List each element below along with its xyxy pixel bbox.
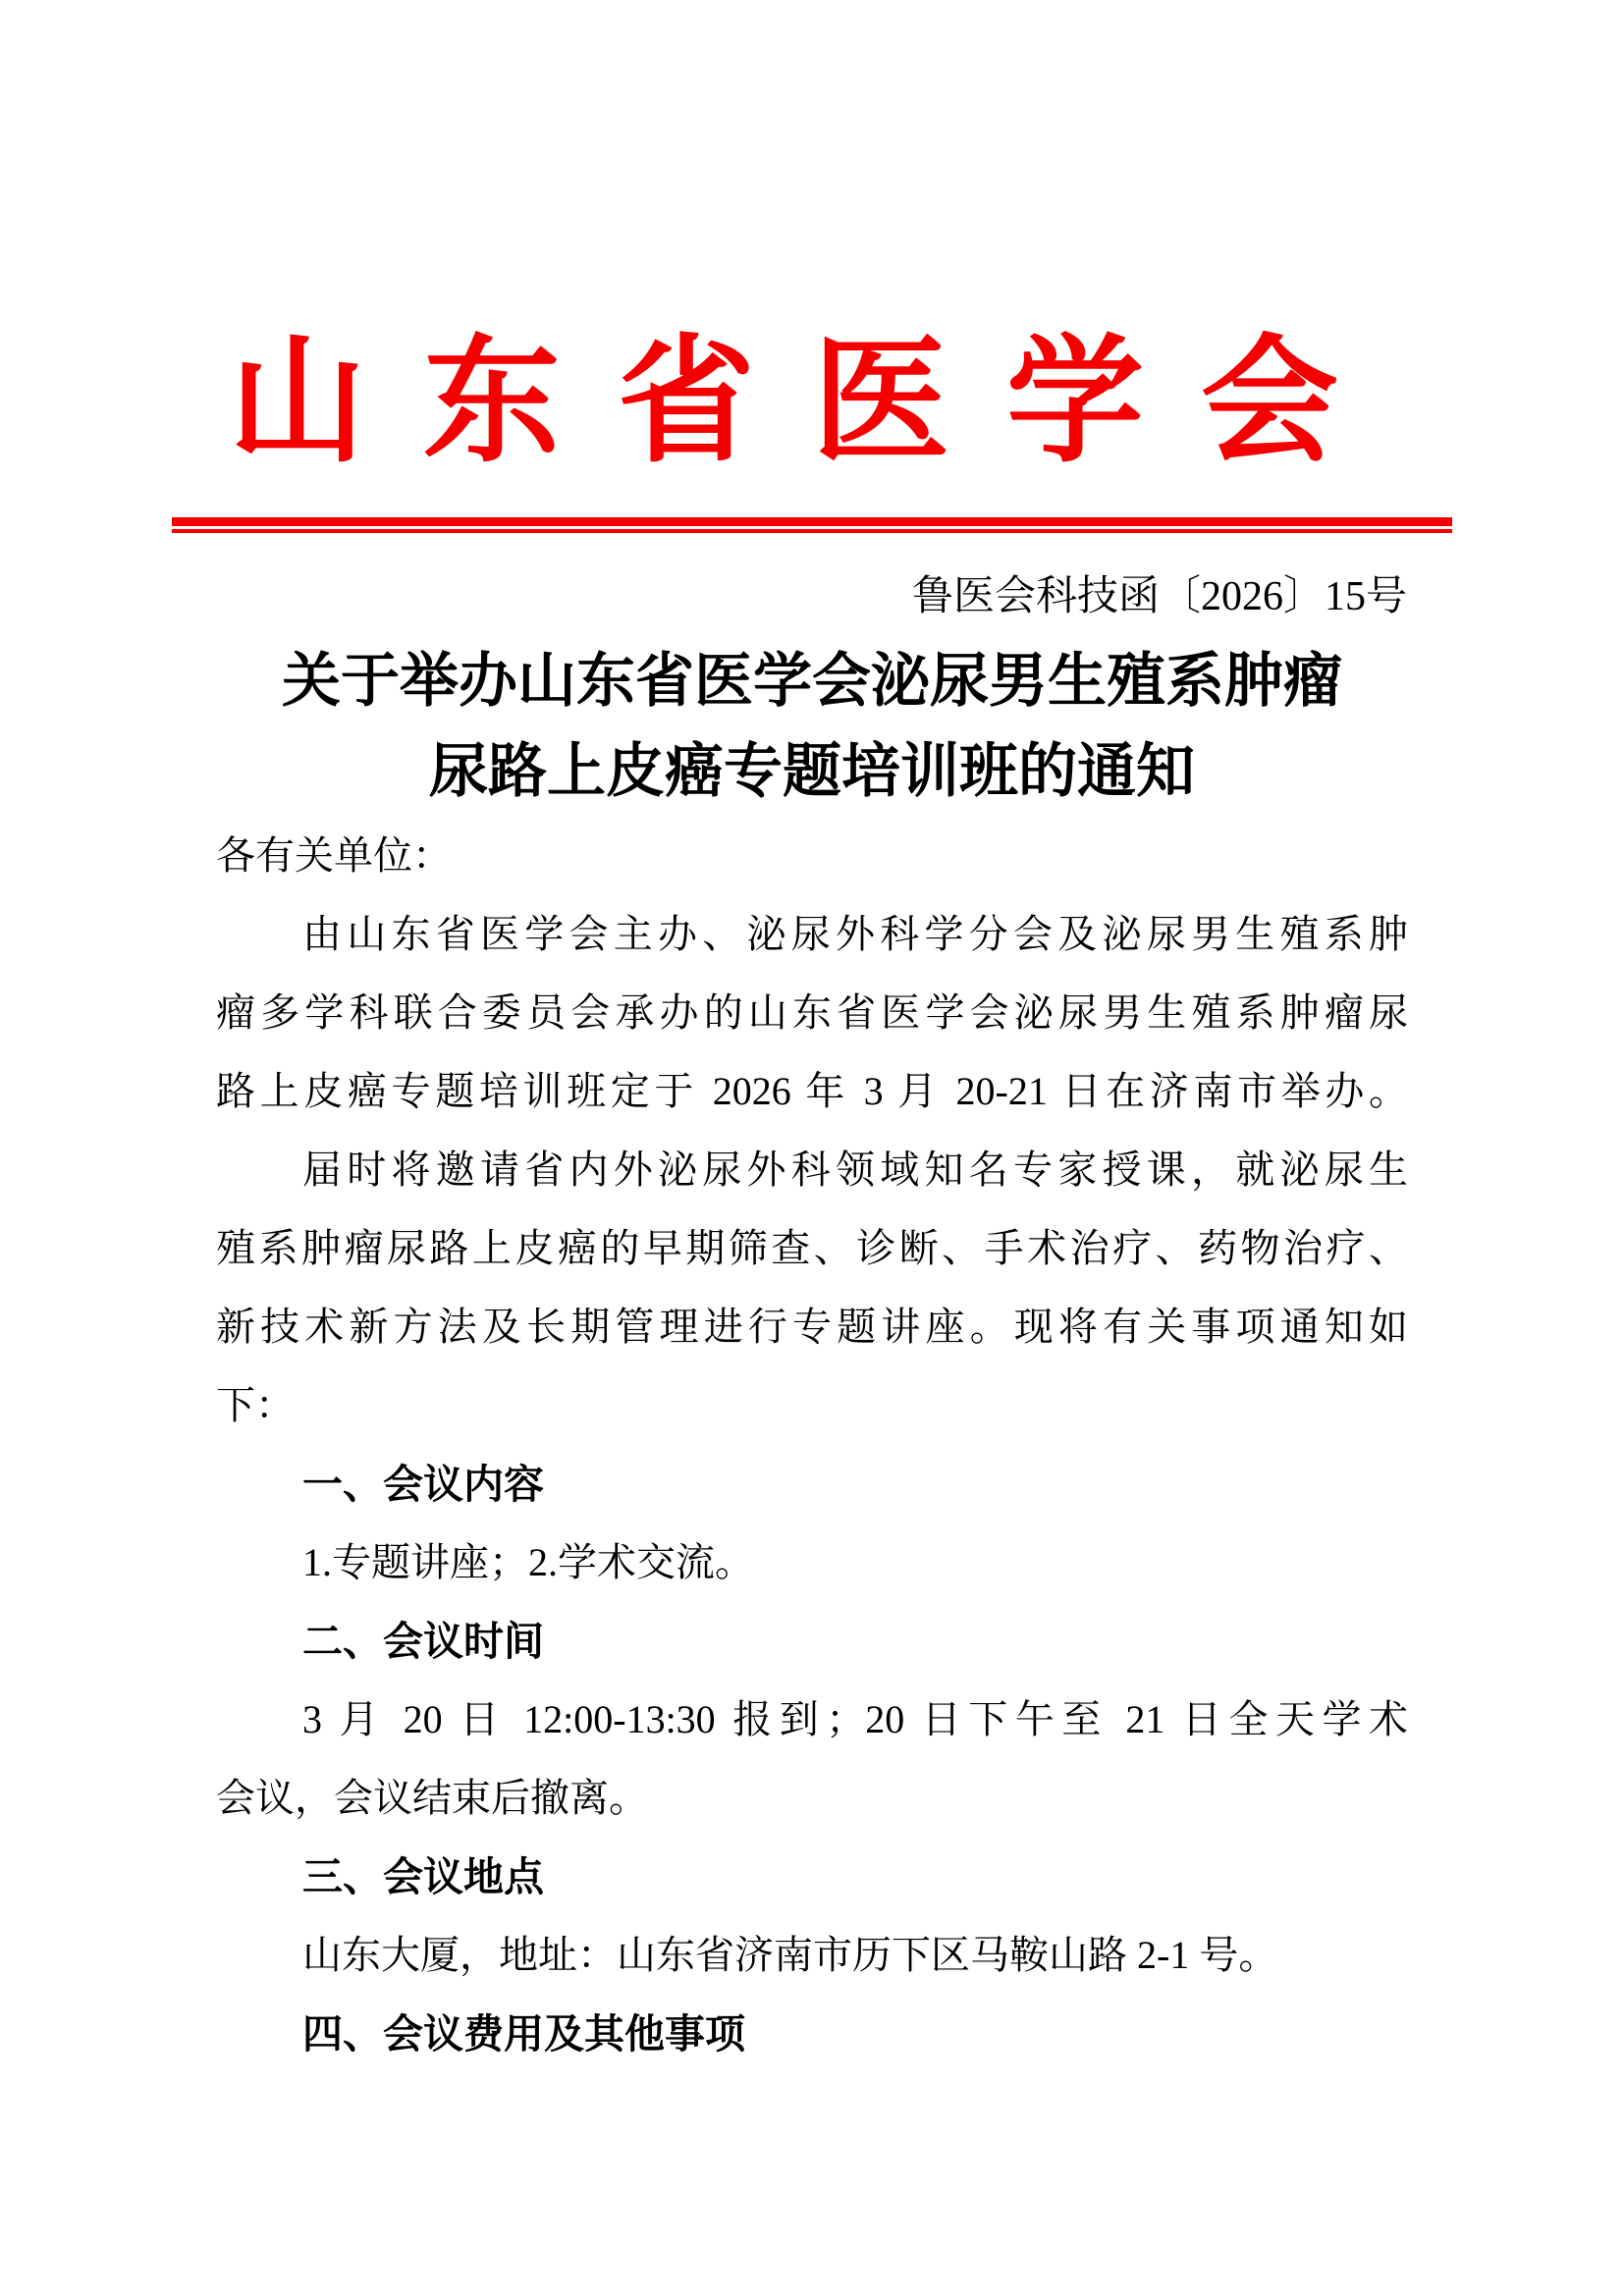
- document-title: [0, 636, 1624, 817]
- paragraph-line: 1.专题讲座；2.学术交流。: [302, 1540, 754, 1584]
- paragraph-line: 新技术新方法及长期管理进行专题讲座。现将有关事项通知如: [216, 1305, 1408, 1349]
- paragraph-line: 届时将邀请省内外泌尿外科领域知名专家授课，就泌尿生: [302, 1148, 1408, 1192]
- section-heading-1: 一、会议内容: [302, 1462, 544, 1507]
- paragraph-line: 山东大厦，地址：山东省济南市历下区马鞍山路 2-1 号。: [302, 1933, 1278, 1977]
- divider-thin-rule: [172, 529, 1452, 533]
- paragraph-line: 会议，会议结束后撤离。: [216, 1776, 648, 1820]
- divider-thick-rule: [172, 517, 1452, 526]
- document-title-line-2: 尿路上皮癌专题培训班的通知: [429, 739, 1195, 804]
- section-heading-2: 二、会议时间: [302, 1619, 544, 1664]
- document-title-line-1: 关于举办山东省医学会泌尿男生殖系肿瘤: [282, 649, 1342, 714]
- salutation-line: 各有关单位：: [216, 833, 452, 878]
- section-heading-3: 三、会议地点: [302, 1854, 544, 1899]
- document-reference-number: 鲁医会科技函〔2026〕15号: [911, 574, 1407, 619]
- header-divider-line: [172, 517, 1452, 533]
- document-body: [216, 817, 1408, 2073]
- section-heading-4: 四、会议费用及其他事项: [302, 2011, 745, 2056]
- organization-name-header: 山东省医学会: [228, 327, 1395, 479]
- paragraph-line: 由山东省医学会主办、泌尿外科学分会及泌尿男生殖系肿: [302, 912, 1408, 956]
- paragraph-line: 路上皮癌专题培训班定于 2026 年 3 月 20-21 日在济南市举办。: [216, 1069, 1408, 1113]
- paragraph-line: 瘤多学科联合委员会承办的山东省医学会泌尿男生殖系肿瘤尿: [216, 990, 1408, 1035]
- paragraph-line: 3 月 20 日 12:00-13:30 报到；20 日下午至 21 日全天学术: [302, 1697, 1408, 1741]
- paragraph-line: 殖系肿瘤尿路上皮癌的早期筛查、诊断、手术治疗、药物治疗、: [216, 1226, 1408, 1270]
- paragraph-line: 下：: [216, 1383, 295, 1427]
